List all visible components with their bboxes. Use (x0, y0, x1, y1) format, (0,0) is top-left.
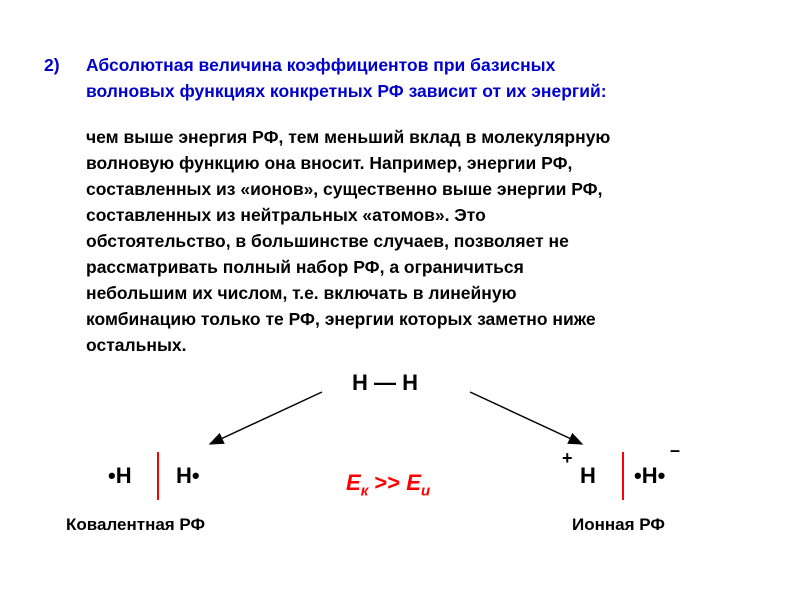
covalent-left-atom: •H (108, 463, 132, 488)
energy-subscript-1: к (360, 482, 369, 500)
arrow-to-ionic (470, 392, 582, 444)
molecule-h2: H — H (352, 370, 418, 395)
energy-symbol-2: E (406, 470, 421, 495)
covalent-divider (157, 452, 159, 500)
ionic-right-atom: •H• (634, 463, 666, 488)
body-line: небольшим их числом, т.е. включать в линейную (86, 283, 517, 303)
section-number: 2) (44, 55, 60, 75)
body-line: комбинацию только те РФ, энергии которых заметно ниже (86, 309, 596, 329)
energy-subscript-2: и (420, 482, 431, 500)
energy-symbol-1: E (346, 470, 361, 495)
heading-line: волновых функциях конкретных РФ зависит от их энергий: (86, 81, 607, 101)
covalent-label: Ковалентная РФ (66, 515, 206, 534)
body-line: составленных из «ионов», существенно выше энергии РФ, (86, 179, 603, 199)
positive-charge: + (562, 448, 573, 468)
body-line: остальных. (86, 335, 187, 355)
ionic-label: Ионная РФ (572, 515, 665, 534)
arrow-to-covalent (210, 392, 322, 444)
body-line: составленных из нейтральных «атомов». Это (86, 205, 486, 225)
body-line: рассматривать полный набор РФ, а ограничиться (86, 257, 524, 277)
ionic-left-atom: H (580, 463, 596, 488)
negative-charge: – (670, 440, 681, 460)
much-greater-operator: >> (374, 470, 401, 495)
body-line: чем выше энергия РФ, тем меньший вклад в молекулярную (86, 127, 611, 147)
heading-line: Абсолютная величина коэффициентов при базисных (86, 55, 556, 75)
body-line: обстоятельство, в большинстве случаев, позволяет не (86, 231, 569, 251)
ionic-divider (622, 452, 624, 500)
covalent-right-atom: H• (176, 463, 200, 488)
body-line: волновую функцию она вносит. Например, энергии РФ, (86, 153, 573, 173)
energy-relation (346, 470, 430, 499)
